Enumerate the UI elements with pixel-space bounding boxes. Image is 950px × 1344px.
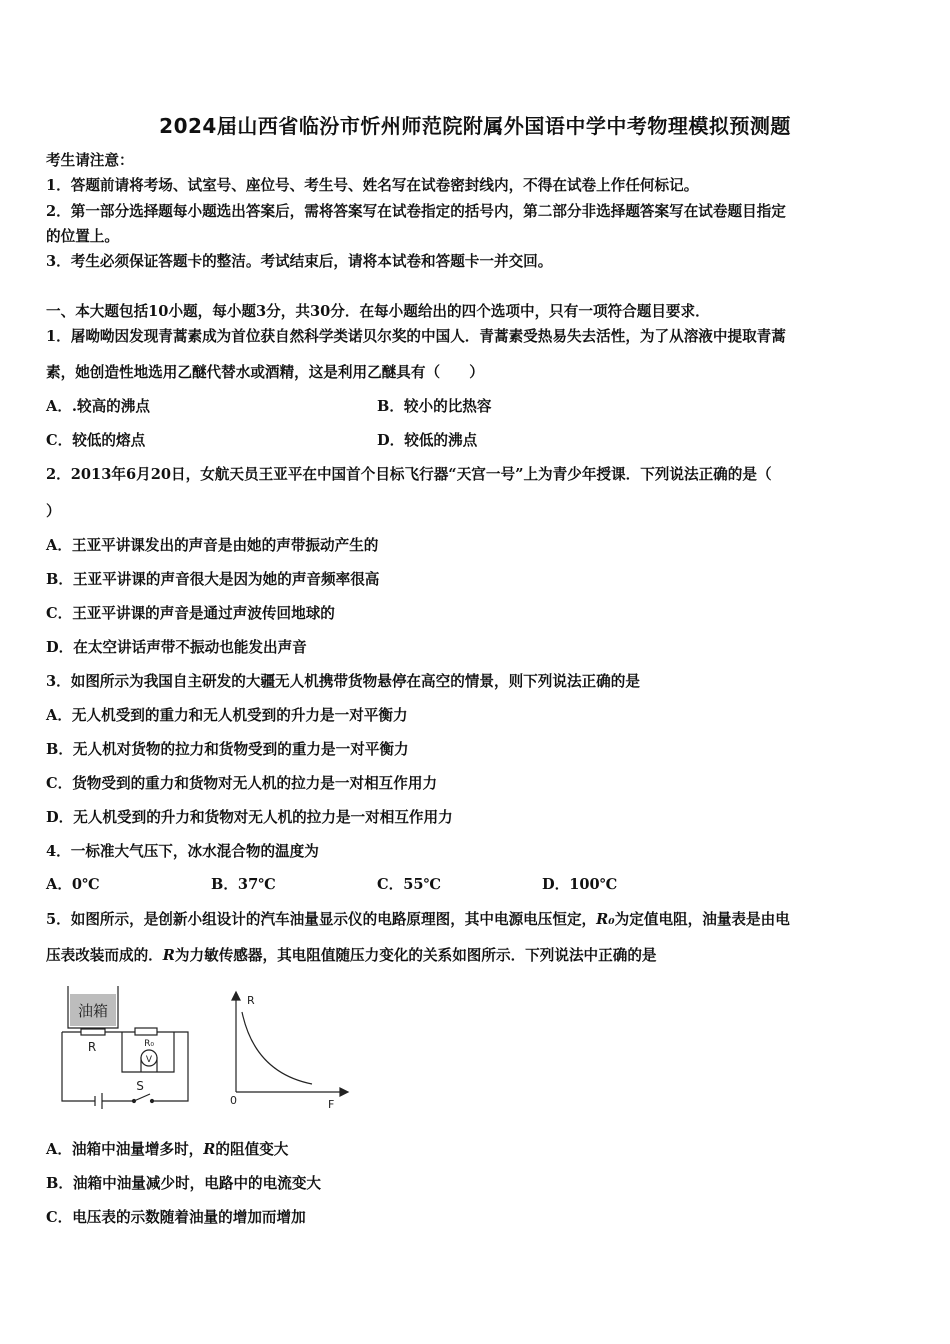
q4-option-c: C．55℃ [377, 876, 442, 893]
circuit-wires [62, 1032, 188, 1101]
q5-option-a-var: R [203, 1141, 216, 1158]
notice-item-2: 2．第一部分选择题每小题选出答案后，需将答案写在试卷指定的括号内，第二部分非选择题答案写在试卷题目指定 [46, 203, 786, 220]
q2-stem-line-1: 2．2013年6月20日，女航天员王亚平在中国首个目标飞行器“天宫一号”上为青少年授课．下列说法正确的是（ [46, 466, 772, 483]
q5-var-r: R [162, 947, 175, 964]
q5-stem-text: 压表改装而成的． [46, 947, 163, 964]
q2-stem-line-2: ） [46, 503, 61, 520]
q5-option-a-text: 的阻值变大 [215, 1141, 289, 1158]
tank-label: 油箱 [77, 1002, 109, 1020]
r0-label: R₀ [144, 1039, 154, 1049]
graph-y-label: R [247, 994, 255, 1007]
resistance-force-graph [232, 992, 348, 1096]
q4-stem: 4．一标准大气压下，冰水混合物的温度为 [46, 843, 319, 860]
graph-origin-label: 0 [230, 1094, 237, 1107]
q2-option-a: A．王亚平讲课发出的声音是由她的声带振动产生的 [46, 537, 379, 554]
q2-option-c: C．王亚平讲课的声音是通过声波传回地球的 [46, 605, 335, 622]
q4-option-a: A．0℃ [46, 876, 100, 893]
q1-stem-line-1: 1．屠呦呦因发现青蒿素成为首位获自然科学类诺贝尔奖的中国人．青蒿素受热易失去活性，为了从溶液中提取青蒿 [46, 328, 786, 345]
q1-option-a: A．.较高的沸点 [46, 398, 150, 415]
q5-option-a [46, 1141, 906, 1159]
q5-stem-line-1 [46, 911, 906, 929]
q3-stem: 3．如图所示为我国自主研发的大疆无人机携带货物悬停在高空的情景，则下列说法正确的是 [46, 673, 640, 690]
q5-stem-text: 5．如图所示，是创新小组设计的汽车油量显示仪的电路原理图，其中电源电压恒定， [46, 911, 597, 928]
q5-var-r0: R₀ [596, 911, 615, 928]
q5-stem-text: 为定值电阻，油量表是由电 [614, 911, 790, 928]
notice-item-2-cont: 的位置上。 [46, 228, 119, 245]
q5-figure [50, 980, 360, 1115]
v-label: V [145, 1055, 153, 1065]
switch-contact [151, 1100, 154, 1103]
q5-option-b: B．油箱中油量减少时，电路中的电流变大 [46, 1175, 322, 1192]
q1-option-b: B．较小的比热容 [377, 398, 492, 415]
sensor-r [81, 1029, 105, 1035]
q3-option-a: A．无人机受到的重力和无人机受到的升力是一对平衡力 [46, 707, 408, 724]
q2-option-b: B．王亚平讲课的声音很大是因为她的声音频率很高 [46, 571, 380, 588]
q3-option-d: D．无人机受到的升力和货物对无人机的拉力是一对相互作用力 [46, 809, 453, 826]
r-f-curve [242, 1012, 312, 1084]
section-heading: 一、本大题包括10小题，每小题3分，共30分．在每小题给出的四个选项中，只有一项符合题目要求． [46, 303, 710, 320]
q2-option-d: D．在太空讲话声带不振动也能发出声音 [46, 639, 307, 656]
q3-option-c: C．货物受到的重力和货物对无人机的拉力是一对相互作用力 [46, 775, 438, 792]
q4-option-b: B．37℃ [211, 876, 276, 893]
q5-option-c: C．电压表的示数随着油量的增加而增加 [46, 1209, 306, 1226]
page-title: 2024届山西省临汾市忻州师范院附属外国语中学中考物理模拟预测题 [159, 114, 791, 138]
switch-pivot [133, 1100, 136, 1103]
resistor-r0 [135, 1028, 157, 1035]
y-axis-arrow [232, 992, 240, 1000]
q5-stem-text: 为力敏传感器，其电阻值随压力变化的关系如图所示．下列说法中正确的是 [174, 947, 657, 964]
notice-heading: 考生请注意： [46, 152, 134, 169]
q1-option-d: D．较低的沸点 [377, 432, 478, 449]
q5-option-a-text: A．油箱中油量增多时， [46, 1141, 204, 1158]
r-label: R [87, 1040, 97, 1054]
q1-option-c: C．较低的熔点 [46, 432, 146, 449]
q1-stem-line-2: 素，她创造性地选用乙醚代替水或酒精，这是利用乙醚具有（ ） [46, 364, 484, 381]
notice-item-3: 3．考生必须保证答题卡的整洁。考试结束后，请将本试卷和答题卡一并交回。 [46, 253, 553, 270]
notice-item-1: 1．答题前请将考场、试室号、座位号、考生号、姓名写在试卷密封线内，不得在试卷上作任何标记。 [46, 177, 699, 194]
s-label: S [136, 1079, 144, 1093]
graph-x-label: F [328, 1098, 335, 1111]
q3-option-b: B．无人机对货物的拉力和货物受到的重力是一对平衡力 [46, 741, 409, 758]
q4-option-d: D．100℃ [542, 876, 618, 893]
x-axis-arrow [340, 1088, 348, 1096]
battery [95, 1093, 102, 1109]
switch [134, 1094, 150, 1101]
q5-stem-line-2 [46, 947, 906, 965]
